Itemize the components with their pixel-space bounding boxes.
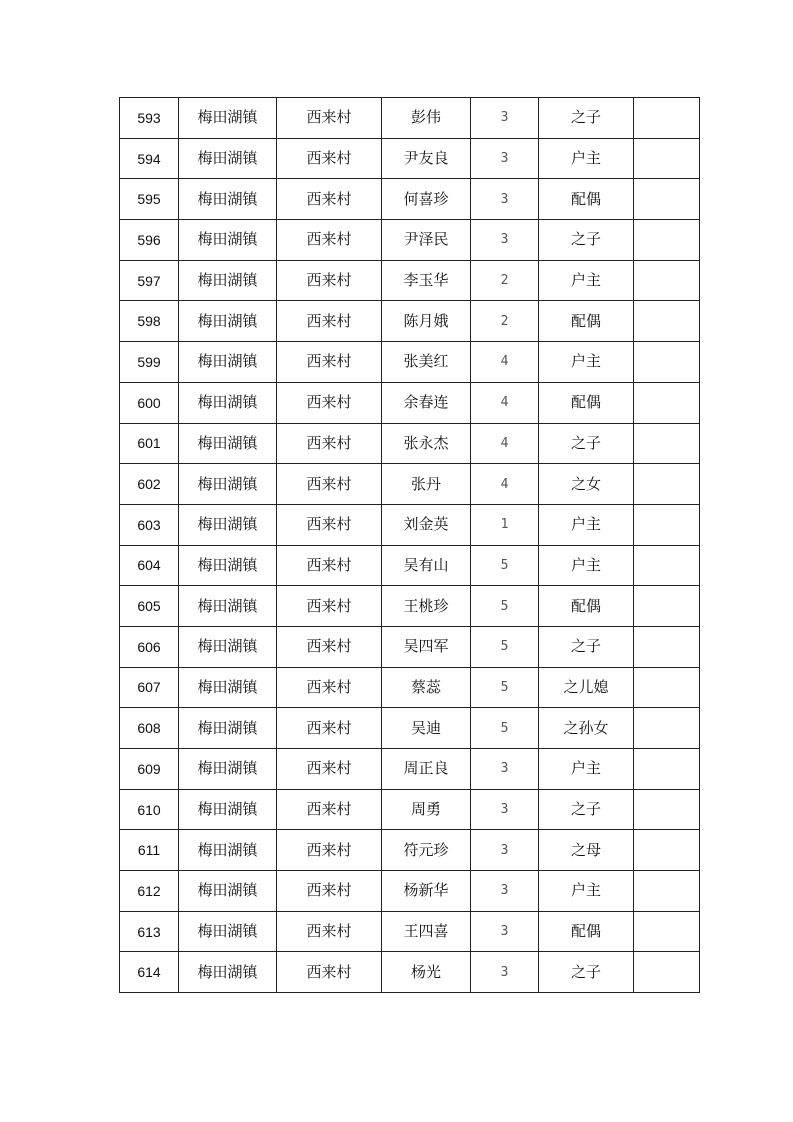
household-size-cell: 3 bbox=[471, 220, 539, 261]
row-number-cell: 600 bbox=[120, 382, 179, 423]
roster-table-body bbox=[120, 98, 700, 993]
note-cell bbox=[634, 749, 700, 790]
row-number-cell: 608 bbox=[120, 708, 179, 749]
household-size-cell: 3 bbox=[471, 98, 539, 139]
village-cell: 西来村 bbox=[277, 545, 382, 586]
table-row bbox=[120, 464, 700, 505]
table-row bbox=[120, 667, 700, 708]
person-name-cell: 张美红 bbox=[382, 342, 471, 383]
town-cell: 梅田湖镇 bbox=[179, 464, 277, 505]
town-cell: 梅田湖镇 bbox=[179, 179, 277, 220]
town-cell: 梅田湖镇 bbox=[179, 626, 277, 667]
village-cell: 西来村 bbox=[277, 382, 382, 423]
row-number-cell: 602 bbox=[120, 464, 179, 505]
relation-cell: 户主 bbox=[539, 342, 634, 383]
village-cell: 西来村 bbox=[277, 179, 382, 220]
table-row bbox=[120, 301, 700, 342]
row-number-cell: 595 bbox=[120, 179, 179, 220]
note-cell bbox=[634, 301, 700, 342]
relation-cell: 户主 bbox=[539, 260, 634, 301]
town-cell: 梅田湖镇 bbox=[179, 545, 277, 586]
household-size-cell: 5 bbox=[471, 626, 539, 667]
village-cell: 西来村 bbox=[277, 504, 382, 545]
town-cell: 梅田湖镇 bbox=[179, 911, 277, 952]
relation-cell: 配偶 bbox=[539, 179, 634, 220]
table-row bbox=[120, 586, 700, 627]
relation-cell: 配偶 bbox=[539, 586, 634, 627]
village-cell: 西来村 bbox=[277, 871, 382, 912]
town-cell: 梅田湖镇 bbox=[179, 871, 277, 912]
town-cell: 梅田湖镇 bbox=[179, 220, 277, 261]
town-cell: 梅田湖镇 bbox=[179, 382, 277, 423]
row-number-cell: 597 bbox=[120, 260, 179, 301]
village-cell: 西来村 bbox=[277, 830, 382, 871]
household-size-cell: 2 bbox=[471, 301, 539, 342]
household-size-cell: 3 bbox=[471, 911, 539, 952]
village-cell: 西来村 bbox=[277, 586, 382, 627]
table-row bbox=[120, 871, 700, 912]
relation-cell: 之子 bbox=[539, 220, 634, 261]
household-size-cell: 3 bbox=[471, 871, 539, 912]
table-row bbox=[120, 220, 700, 261]
relation-cell: 配偶 bbox=[539, 301, 634, 342]
table-row bbox=[120, 179, 700, 220]
person-name-cell: 刘金英 bbox=[382, 504, 471, 545]
note-cell bbox=[634, 626, 700, 667]
row-number-cell: 605 bbox=[120, 586, 179, 627]
row-number-cell: 613 bbox=[120, 911, 179, 952]
note-cell bbox=[634, 382, 700, 423]
note-cell bbox=[634, 220, 700, 261]
household-size-cell: 3 bbox=[471, 138, 539, 179]
table-row bbox=[120, 911, 700, 952]
row-number-cell: 598 bbox=[120, 301, 179, 342]
person-name-cell: 杨新华 bbox=[382, 871, 471, 912]
row-number-cell: 606 bbox=[120, 626, 179, 667]
row-number-cell: 611 bbox=[120, 830, 179, 871]
note-cell bbox=[634, 830, 700, 871]
row-number-cell: 607 bbox=[120, 667, 179, 708]
household-size-cell: 3 bbox=[471, 789, 539, 830]
table-row bbox=[120, 138, 700, 179]
relation-cell: 户主 bbox=[539, 504, 634, 545]
row-number-cell: 610 bbox=[120, 789, 179, 830]
note-cell bbox=[634, 179, 700, 220]
household-size-cell: 4 bbox=[471, 464, 539, 505]
table-row bbox=[120, 626, 700, 667]
row-number-cell: 601 bbox=[120, 423, 179, 464]
person-name-cell: 张丹 bbox=[382, 464, 471, 505]
table-row bbox=[120, 952, 700, 993]
row-number-cell: 593 bbox=[120, 98, 179, 139]
person-name-cell: 吴有山 bbox=[382, 545, 471, 586]
village-cell: 西来村 bbox=[277, 220, 382, 261]
village-cell: 西来村 bbox=[277, 423, 382, 464]
household-size-cell: 5 bbox=[471, 667, 539, 708]
note-cell bbox=[634, 667, 700, 708]
town-cell: 梅田湖镇 bbox=[179, 789, 277, 830]
row-number-cell: 603 bbox=[120, 504, 179, 545]
person-name-cell: 尹友良 bbox=[382, 138, 471, 179]
row-number-cell: 596 bbox=[120, 220, 179, 261]
village-cell: 西来村 bbox=[277, 749, 382, 790]
table-row bbox=[120, 98, 700, 139]
note-cell bbox=[634, 423, 700, 464]
person-name-cell: 周勇 bbox=[382, 789, 471, 830]
relation-cell: 之子 bbox=[539, 98, 634, 139]
table-row bbox=[120, 504, 700, 545]
person-name-cell: 王四喜 bbox=[382, 911, 471, 952]
note-cell bbox=[634, 911, 700, 952]
village-cell: 西来村 bbox=[277, 626, 382, 667]
relation-cell: 之儿媳 bbox=[539, 667, 634, 708]
person-name-cell: 李玉华 bbox=[382, 260, 471, 301]
village-cell: 西来村 bbox=[277, 342, 382, 383]
note-cell bbox=[634, 545, 700, 586]
relation-cell: 之子 bbox=[539, 626, 634, 667]
person-name-cell: 何喜珍 bbox=[382, 179, 471, 220]
person-name-cell: 余春连 bbox=[382, 382, 471, 423]
note-cell bbox=[634, 138, 700, 179]
table-row bbox=[120, 545, 700, 586]
village-cell: 西来村 bbox=[277, 138, 382, 179]
relation-cell: 户主 bbox=[539, 545, 634, 586]
town-cell: 梅田湖镇 bbox=[179, 98, 277, 139]
household-size-cell: 1 bbox=[471, 504, 539, 545]
row-number-cell: 604 bbox=[120, 545, 179, 586]
village-cell: 西来村 bbox=[277, 260, 382, 301]
table-row bbox=[120, 260, 700, 301]
household-size-cell: 3 bbox=[471, 179, 539, 220]
relation-cell: 之母 bbox=[539, 830, 634, 871]
relation-cell: 户主 bbox=[539, 749, 634, 790]
relation-cell: 配偶 bbox=[539, 911, 634, 952]
table-row bbox=[120, 342, 700, 383]
note-cell bbox=[634, 464, 700, 505]
row-number-cell: 609 bbox=[120, 749, 179, 790]
row-number-cell: 614 bbox=[120, 952, 179, 993]
town-cell: 梅田湖镇 bbox=[179, 504, 277, 545]
household-size-cell: 3 bbox=[471, 952, 539, 993]
person-name-cell: 周正良 bbox=[382, 749, 471, 790]
household-size-cell: 4 bbox=[471, 342, 539, 383]
person-name-cell: 尹泽民 bbox=[382, 220, 471, 261]
relation-cell: 之子 bbox=[539, 423, 634, 464]
village-cell: 西来村 bbox=[277, 708, 382, 749]
town-cell: 梅田湖镇 bbox=[179, 138, 277, 179]
person-name-cell: 王桃珍 bbox=[382, 586, 471, 627]
note-cell bbox=[634, 586, 700, 627]
household-size-cell: 5 bbox=[471, 586, 539, 627]
town-cell: 梅田湖镇 bbox=[179, 342, 277, 383]
person-name-cell: 彭伟 bbox=[382, 98, 471, 139]
village-cell: 西来村 bbox=[277, 301, 382, 342]
note-cell bbox=[634, 789, 700, 830]
village-cell: 西来村 bbox=[277, 789, 382, 830]
note-cell bbox=[634, 708, 700, 749]
household-size-cell: 2 bbox=[471, 260, 539, 301]
note-cell bbox=[634, 98, 700, 139]
town-cell: 梅田湖镇 bbox=[179, 301, 277, 342]
household-size-cell: 3 bbox=[471, 830, 539, 871]
household-size-cell: 5 bbox=[471, 708, 539, 749]
relation-cell: 之女 bbox=[539, 464, 634, 505]
person-name-cell: 蔡蕊 bbox=[382, 667, 471, 708]
note-cell bbox=[634, 260, 700, 301]
table-row bbox=[120, 423, 700, 464]
town-cell: 梅田湖镇 bbox=[179, 423, 277, 464]
relation-cell: 配偶 bbox=[539, 382, 634, 423]
town-cell: 梅田湖镇 bbox=[179, 708, 277, 749]
village-cell: 西来村 bbox=[277, 911, 382, 952]
person-name-cell: 吴四军 bbox=[382, 626, 471, 667]
relation-cell: 之孙女 bbox=[539, 708, 634, 749]
note-cell bbox=[634, 871, 700, 912]
town-cell: 梅田湖镇 bbox=[179, 952, 277, 993]
household-size-cell: 3 bbox=[471, 749, 539, 790]
household-size-cell: 4 bbox=[471, 382, 539, 423]
household-size-cell: 4 bbox=[471, 423, 539, 464]
note-cell bbox=[634, 952, 700, 993]
relation-cell: 之子 bbox=[539, 952, 634, 993]
table-row bbox=[120, 708, 700, 749]
village-cell: 西来村 bbox=[277, 464, 382, 505]
village-cell: 西来村 bbox=[277, 667, 382, 708]
note-cell bbox=[634, 504, 700, 545]
person-name-cell: 陈月娥 bbox=[382, 301, 471, 342]
table-row bbox=[120, 382, 700, 423]
village-cell: 西来村 bbox=[277, 952, 382, 993]
row-number-cell: 599 bbox=[120, 342, 179, 383]
town-cell: 梅田湖镇 bbox=[179, 586, 277, 627]
person-name-cell: 张永杰 bbox=[382, 423, 471, 464]
relation-cell: 户主 bbox=[539, 138, 634, 179]
town-cell: 梅田湖镇 bbox=[179, 260, 277, 301]
table-row bbox=[120, 830, 700, 871]
household-size-cell: 5 bbox=[471, 545, 539, 586]
roster-table bbox=[119, 97, 700, 993]
table-row bbox=[120, 749, 700, 790]
town-cell: 梅田湖镇 bbox=[179, 749, 277, 790]
table-row bbox=[120, 789, 700, 830]
person-name-cell: 吴迪 bbox=[382, 708, 471, 749]
relation-cell: 之子 bbox=[539, 789, 634, 830]
row-number-cell: 612 bbox=[120, 871, 179, 912]
village-cell: 西来村 bbox=[277, 98, 382, 139]
note-cell bbox=[634, 342, 700, 383]
person-name-cell: 杨光 bbox=[382, 952, 471, 993]
town-cell: 梅田湖镇 bbox=[179, 667, 277, 708]
person-name-cell: 符元珍 bbox=[382, 830, 471, 871]
town-cell: 梅田湖镇 bbox=[179, 830, 277, 871]
row-number-cell: 594 bbox=[120, 138, 179, 179]
relation-cell: 户主 bbox=[539, 871, 634, 912]
